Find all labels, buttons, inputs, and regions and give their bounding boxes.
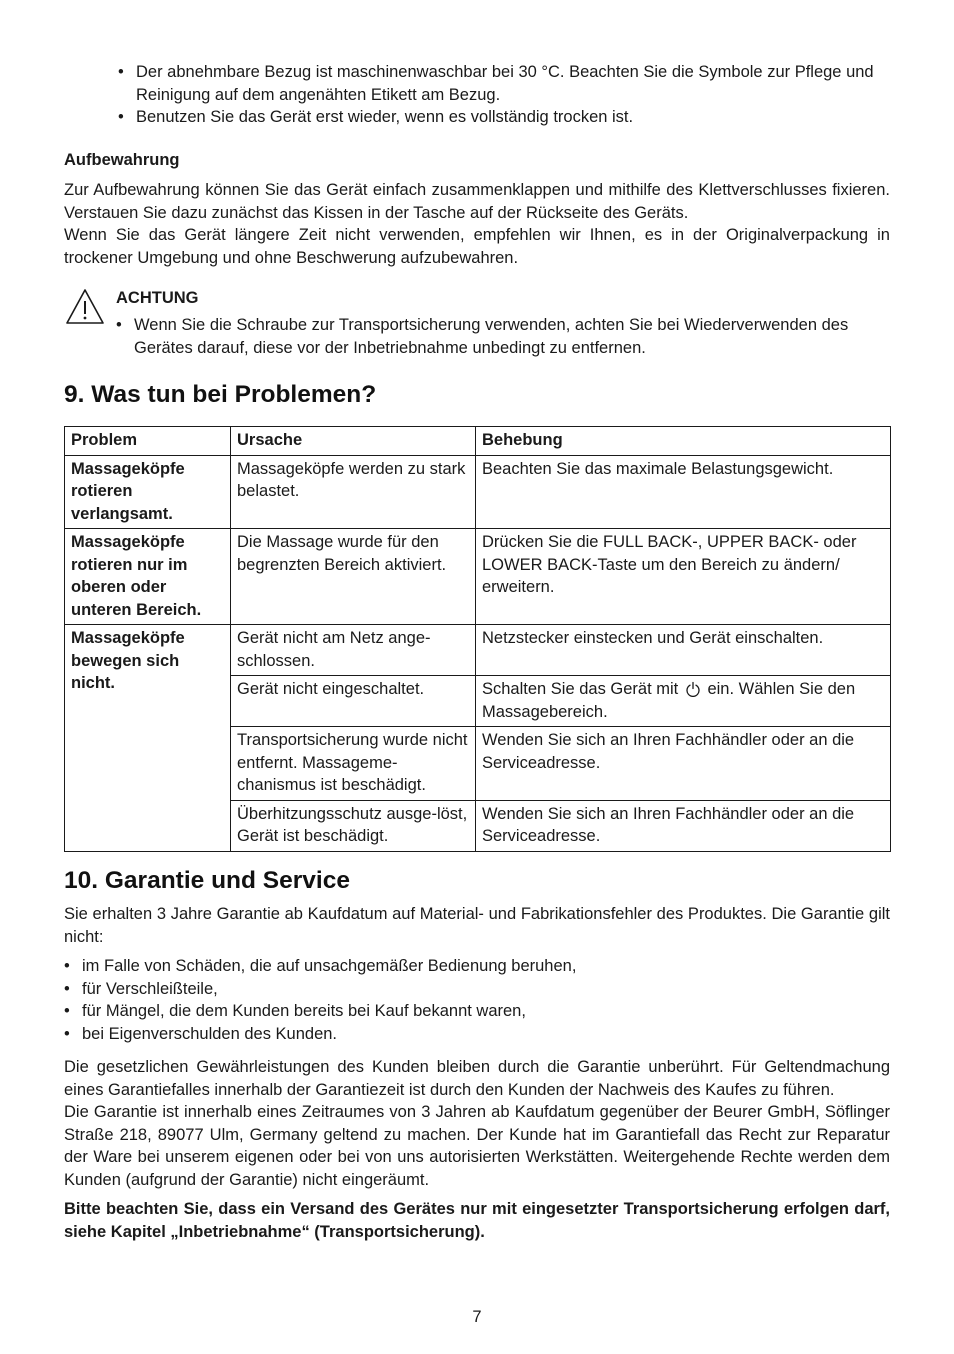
warranty-intro: Sie erhalten 3 Jahre Garantie ab Kaufdatum auf Material- und Fabrikationsfehler des Produktes. Die Garantie gilt nicht: <box>64 905 890 946</box>
cause-cell: Überhitzungsschutz ausge-löst, Gerät ist beschädigt. <box>231 800 476 851</box>
warning-triangle-icon <box>64 287 106 327</box>
problem-cell: Massageköpfe rotieren nur im oberen oder unteren Bereich. <box>65 529 231 625</box>
table-row <box>65 625 891 676</box>
warning-bullet: • Wenn Sie die Schraube zur Transportsicherung verwenden, achten Sie bei Wiederverwenden des Gerätes darauf, diese vor der Inbetriebnahme unbedingt zu entfernen. <box>116 314 890 359</box>
cause-cell: Gerät nicht am Netz ange-schlossen. <box>231 625 476 676</box>
fix-text-after: ein. Wählen Sie den Massagebereich. <box>482 680 856 721</box>
fix-cell: Drücken Sie die FULL BACK-, UPPER BACK- oder LOWER BACK-Taste um den Bereich zu ändern/ erweitern. <box>476 529 891 625</box>
shipping-note: Bitte beachten Sie, dass ein Versand des Gerätes nur mit eingesetzter Transportsicherung erfolgen darf, siehe Kapitel „Inbetriebnahme“ (Transportsicherung). <box>64 1200 890 1241</box>
table-row <box>65 529 891 625</box>
fix-cell: Beachten Sie das maximale Belastungsgewicht. <box>476 455 891 529</box>
cause-cell: Massageköpfe werden zu stark belastet. <box>231 455 476 529</box>
warning-bullet-list <box>116 314 890 359</box>
problem-cell: Massageköpfe bewegen sich nicht. <box>65 625 231 852</box>
warranty-paragraph-1: Die gesetzlichen Gewährleistungen des Kunden bleiben durch die Garantie unberührt. Für Geltendmachung eines Garantiefalles innerhalb der Garantiezeit ist durch den Kunden der Nachweis des Kaufes zu führen. <box>64 1058 890 1099</box>
column-header-cause: Ursache <box>231 427 476 456</box>
care-bullet-list <box>118 61 890 129</box>
fix-cell: Wenden Sie sich an Ihren Fachhändler oder an die Serviceadresse. <box>476 800 891 851</box>
power-icon <box>685 681 701 697</box>
storage-paragraph-2: Wenn Sie das Gerät längere Zeit nicht verwenden, empfehlen wir Ihnen, es in der Originalverpackung in trockener Umgebung und ohne Beschwerung aufzubewahren. <box>64 226 890 267</box>
exclusion-item: • für Verschleißteile, <box>64 978 890 1001</box>
storage-heading: Aufbewahrung <box>64 151 180 169</box>
fix-text-before: Schalten Sie das Gerät mit <box>482 680 679 698</box>
exclusion-item: • für Mängel, die dem Kunden bereits bei Kauf bekannt waren, <box>64 1000 890 1023</box>
section-10-title: 10. Garantie und Service <box>64 867 350 894</box>
care-bullet: • Benutzen Sie das Gerät erst wieder, wenn es vollständig trocken ist. <box>118 106 890 129</box>
cause-cell: Die Massage wurde für den begrenzten Bereich aktiviert. <box>231 529 476 625</box>
warning-heading: ACHTUNG <box>116 289 199 307</box>
table-row <box>65 455 891 529</box>
section-9-title: 9. Was tun bei Problemen? <box>64 381 377 408</box>
exclusion-item: • im Falle von Schäden, die auf unsachgemäßer Bedienung beruhen, <box>64 955 890 978</box>
column-header-fix: Behebung <box>476 427 891 456</box>
troubleshooting-table <box>64 426 891 852</box>
storage-paragraph-1: Zur Aufbewahrung können Sie das Gerät einfach zusammenklappen und mithilfe des Klettverschlusses fixieren. Verstauen Sie dazu zunächst das Kissen in der Tasche auf der Rückseite des Geräts. <box>64 181 890 222</box>
column-header-problem: Problem <box>65 427 231 456</box>
warranty-paragraph-2: Die Garantie ist innerhalb eines Zeitraumes von 3 Jahren ab Kaufdatum gegenüber der Beurer GmbH, Söflinger Straße 218, 89077 Ulm, Germany geltend zu machen. Der Kunde hat im Garantiefall das Recht zur Reparatur der Ware bei unserem eigenen oder bei von uns autorisierten Werkstätten. Weitergehende Rechte werden dem Kunden (aufgrund der Garantie) nicht eingeräumt. <box>64 1103 890 1189</box>
fix-cell: Wenden Sie sich an Ihren Fachhändler oder an die Serviceadresse. <box>476 727 891 801</box>
fix-cell: Netzstecker einstecken und Gerät einschalten. <box>476 625 891 676</box>
page-number: 7 <box>472 1308 482 1326</box>
problem-cell: Massageköpfe rotieren verlangsamt. <box>65 455 231 529</box>
cause-cell: Transportsicherung wurde nicht entfernt. Massageme-chanismus ist beschädigt. <box>231 727 476 801</box>
fix-cell <box>476 676 891 727</box>
warranty-exclusion-list <box>64 955 890 1045</box>
table-header-row <box>65 427 891 456</box>
cause-cell: Gerät nicht eingeschaltet. <box>231 676 476 727</box>
care-bullet: • Der abnehmbare Bezug ist maschinenwaschbar bei 30 °C. Beachten Sie die Symbole zur Pflege und Reinigung auf dem angenähten Etikett am Bezug. <box>118 61 890 106</box>
exclusion-item: • bei Eigenverschulden des Kunden. <box>64 1023 890 1046</box>
